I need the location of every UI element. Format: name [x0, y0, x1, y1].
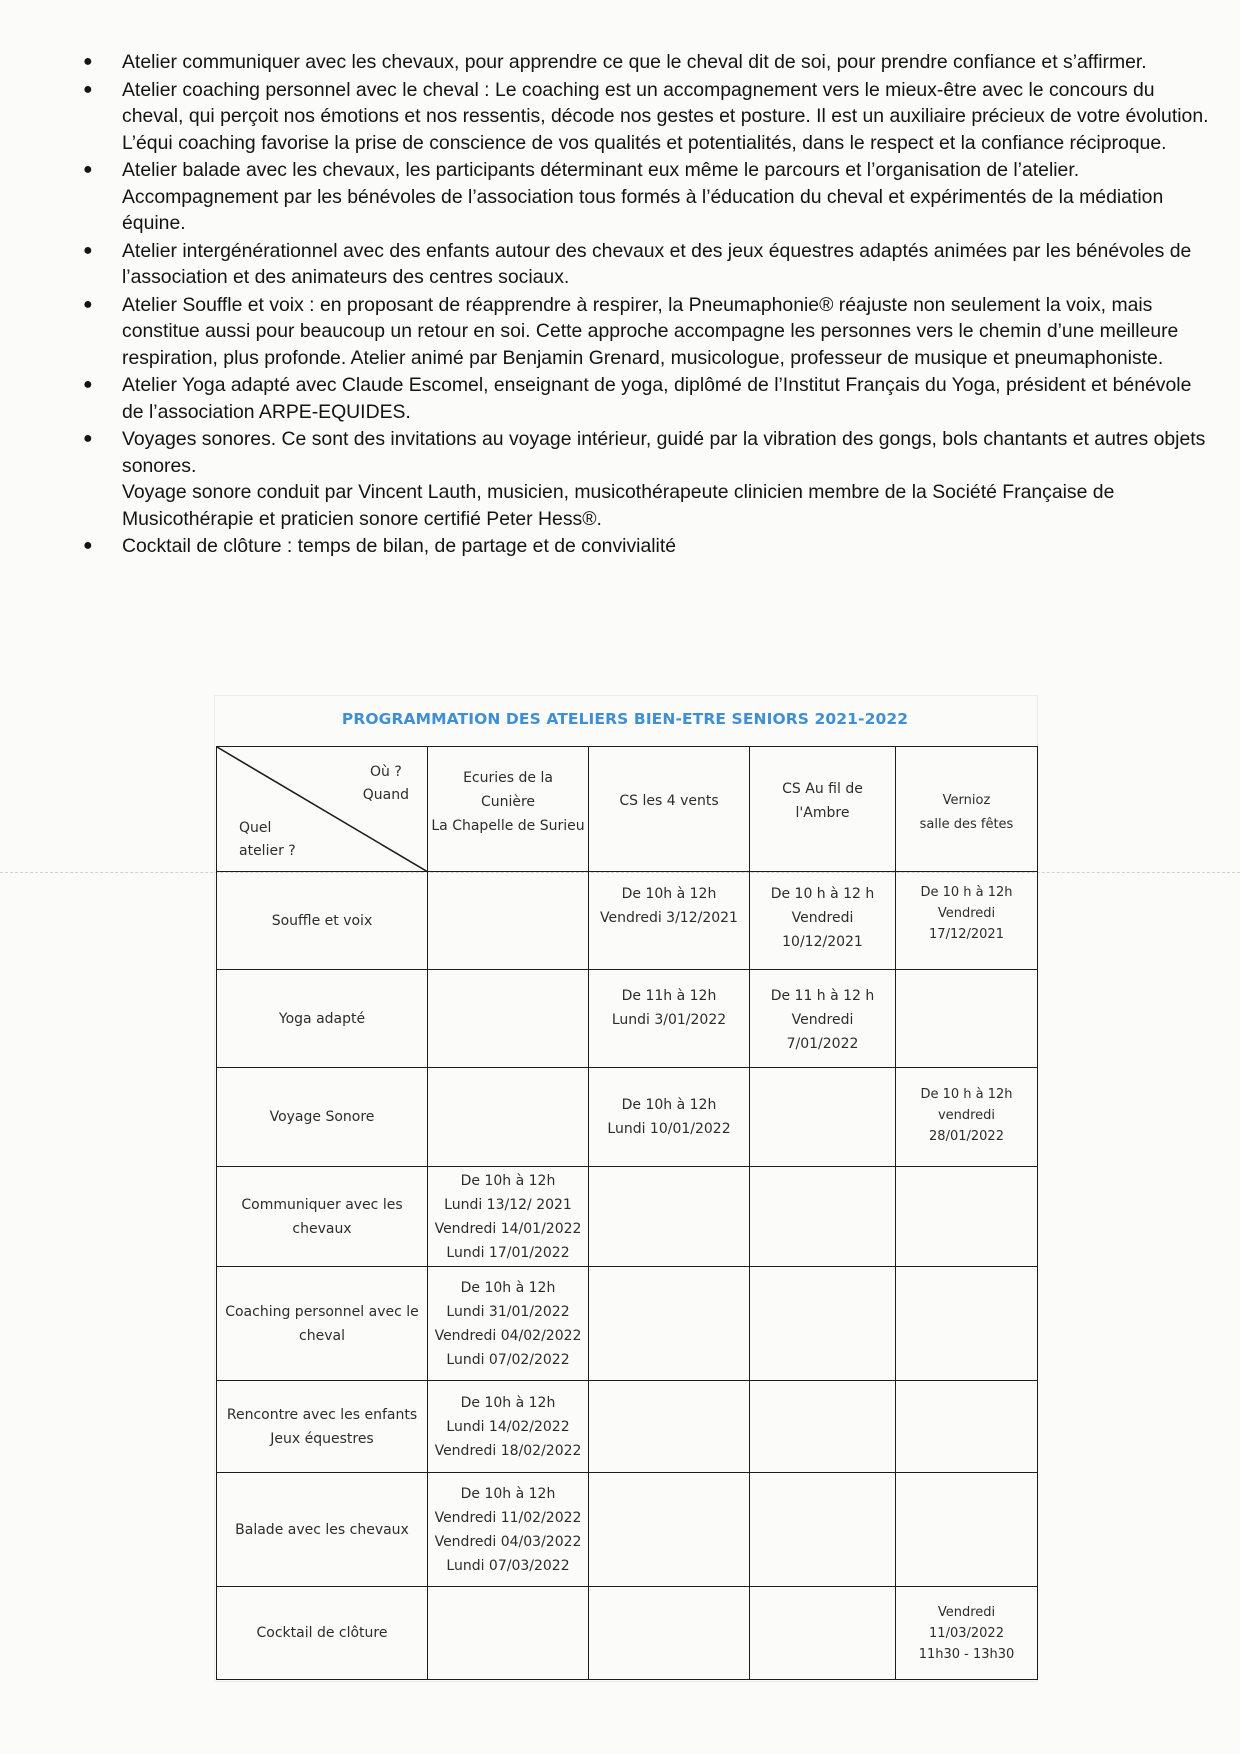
schedule-cell [896, 872, 1038, 970]
row-label [217, 1267, 428, 1381]
schedule-cell [896, 1167, 1038, 1267]
schedule-line: Vendredi 3/12/2021 [600, 910, 738, 926]
table-row [217, 1068, 1038, 1167]
row-label-line: Communiquer avec les [241, 1196, 403, 1213]
corner-which-line: atelier ? [239, 843, 296, 859]
row-label-line: Balade avec les chevaux [235, 1521, 409, 1538]
activity-list [80, 49, 1210, 561]
schedule-line: Lundi 3/01/2022 [611, 1012, 727, 1028]
column-header-line: Vernioz [942, 793, 991, 808]
column-header-line: salle des fêtes [919, 817, 1014, 832]
table-row [217, 1381, 1038, 1473]
schedule-cell [428, 1587, 589, 1680]
schedule-cell [428, 1473, 589, 1587]
row-label [217, 1381, 428, 1473]
activity-text: Atelier Souffle et voix : en proposant de réapprendre à respirer, la Pneumaphonie® réajuste non seulement la voix, mais constitue aussi pour beaucoup un retour en soi. Cette approche accompagne les personnes vers le chemin d’une meilleure respiration, plus profonde. Atelier animé par Benjamin Grenard, musicologue, professeur de musique et pneumaphoniste. [122, 293, 1179, 369]
activity-text: Atelier communiquer avec les chevaux, pour apprendre ce que le cheval dit de soi, pour prendre confiance et s’affirmer. [122, 51, 1147, 73]
schedule-line: 28/01/2022 [929, 1129, 1004, 1144]
bullet-icon: ● [83, 430, 93, 447]
schedule-line: Vendredi [937, 906, 996, 921]
schedule-cell [428, 1267, 589, 1381]
schedule-line: De 10h à 12h [460, 1279, 556, 1296]
table-row [217, 1473, 1038, 1587]
row-label [217, 1473, 428, 1587]
activity-text: Cocktail de clôture : temps de bilan, de partage et de convivialité [122, 535, 677, 557]
schedule-line: vendredi [937, 1108, 996, 1123]
schedule-line: Vendredi 18/02/2022 [434, 1442, 582, 1459]
activity-text: Atelier balade avec les chevaux, les participants déterminant eux même le parcours et l’organisation de l’atelier. Accompagnement par les bénévoles de l’association tous formés à l’éducation du cheval et expérimentés de la médiation équine. [122, 159, 1164, 234]
list-item [80, 426, 1210, 532]
bullet-icon: ● [83, 241, 93, 259]
activity-text: Atelier coaching personnel avec le cheval : Le coaching est un accompagnement vers le mieux-être avec le concours du cheval, qui perçoit nos émotions et nos ressentis, décode nos gestes et posture. Il est un auxiliaire précieux de votre évolution. L’équi coaching favorise la prise de conscience de vos qualités et potentialités, dans le respect et la confiance réciproque. [122, 78, 1209, 154]
table-header-row [217, 747, 1038, 872]
table-title: PROGRAMMATION DES ATELIERS BIEN-ETRE SENIORS 2021-2022 [341, 710, 909, 728]
schedule-line: 11h30 - 13h30 [918, 1646, 1015, 1662]
schedule-cell [589, 1068, 750, 1167]
corner-where-when [363, 761, 409, 807]
list-item [80, 157, 1210, 237]
schedule-cell [589, 1267, 750, 1381]
schedule-line: 10/12/2021 [782, 934, 863, 950]
row-label-line: Cocktail de clôture [256, 1625, 388, 1641]
schedule-cell [896, 970, 1038, 1068]
column-header [589, 747, 750, 872]
schedule-line: De 10h à 12h [460, 1394, 556, 1411]
schedule-line: Lundi 07/03/2022 [446, 1557, 570, 1574]
row-label-line: Coaching personnel avec le [225, 1303, 419, 1320]
list-item [80, 238, 1210, 291]
schedule-cell [750, 970, 896, 1068]
column-header-line: l'Ambre [795, 805, 850, 821]
schedule-cell [896, 1267, 1038, 1381]
list-item [80, 533, 1210, 560]
schedule-cell [750, 1068, 896, 1167]
table-row [217, 1267, 1038, 1381]
schedule-line: Vendredi [937, 1604, 996, 1620]
bullet-icon: ● [83, 537, 93, 554]
schedule-line: Lundi 17/01/2022 [446, 1244, 570, 1261]
table-row [217, 872, 1038, 970]
schedule-cell [750, 1167, 896, 1267]
schedule-cell [750, 1473, 896, 1587]
row-label [217, 970, 428, 1068]
schedule-line: De 10 h à 12h [920, 1087, 1013, 1102]
list-item [80, 372, 1210, 425]
schedule-line: Lundi 14/02/2022 [446, 1418, 570, 1435]
schedule-line: Vendredi 04/03/2022 [434, 1533, 582, 1550]
schedule-line: Lundi 31/01/2022 [446, 1303, 570, 1320]
corner-which-line: Quel [239, 820, 272, 836]
activity-text: Voyages sonores. Ce sont des invitations au voyage intérieur, guidé par la vibration des gongs, bols chantants et autres objets sonores. [122, 428, 1206, 477]
schedule-cell [750, 1381, 896, 1473]
column-header [896, 747, 1038, 872]
schedule-cell [428, 1068, 589, 1167]
row-label-line: Voyage Sonore [269, 1109, 375, 1125]
schedule-cell [589, 970, 750, 1068]
table-row [217, 1587, 1038, 1680]
column-header [428, 747, 589, 872]
schedule-cell [428, 872, 589, 970]
list-item [80, 49, 1210, 76]
schedule-line: 17/12/2021 [929, 927, 1004, 942]
schedule-line: De 10 h à 12h [920, 885, 1013, 900]
schedule-line: Vendredi [791, 910, 854, 926]
corner-header-cell [217, 747, 428, 872]
bullet-icon: ● [83, 53, 93, 70]
schedule-line: Vendredi 04/02/2022 [434, 1327, 582, 1344]
schedule-line: 7/01/2022 [786, 1036, 859, 1052]
schedule-cell [428, 1167, 589, 1267]
column-header-line: Cunière [480, 794, 536, 810]
row-label [217, 1167, 428, 1267]
schedule-line: De 11h à 12h [621, 988, 717, 1004]
corner-where: Où ? [369, 764, 402, 780]
row-label [217, 1587, 428, 1680]
bullet-icon: ● [83, 80, 93, 98]
row-label-line: Souffle et voix [271, 912, 373, 929]
schedule-line: Vendredi 11/02/2022 [434, 1509, 582, 1526]
schedule-line: De 10h à 12h [621, 1097, 717, 1113]
schedule-line: De 10h à 12h [460, 1485, 556, 1502]
schedule-line: 11/03/2022 [929, 1625, 1004, 1641]
row-label-line: Yoga adapté [278, 1010, 366, 1027]
row-label [217, 1068, 428, 1167]
schedule-cell [589, 872, 750, 970]
column-header-line: La Chapelle de Surieu [431, 818, 585, 834]
schedule-cell [750, 1267, 896, 1381]
column-header-line: CS Au fil de [782, 781, 863, 797]
schedule-cell [750, 1587, 896, 1680]
schedule-line: Lundi 07/02/2022 [446, 1351, 570, 1368]
schedule-cell [896, 1068, 1038, 1167]
activity-detail: Voyage sonore conduit par Vincent Lauth, musicien, musicothérapeute clinicien membre de la Société Française de Musicothérapie et praticien sonore certifié Peter Hess®. [122, 481, 1115, 530]
schedule-cell [750, 872, 896, 970]
column-header-line: Ecuries de la [463, 770, 553, 786]
schedule-cell [589, 1167, 750, 1267]
list-item [80, 77, 1210, 157]
schedule-table [216, 746, 1038, 1680]
schedule-line: Lundi 10/01/2022 [607, 1121, 731, 1137]
schedule-line: Lundi 13/12/ 2021 [444, 1196, 572, 1213]
column-header [750, 747, 896, 872]
schedule-cell [589, 1473, 750, 1587]
row-label [217, 872, 428, 970]
table-row [217, 1167, 1038, 1267]
schedule-line: De 10h à 12h [460, 1172, 556, 1189]
column-header-line: CS les 4 vents [619, 793, 719, 809]
table-row [217, 970, 1038, 1068]
bullet-icon: ● [83, 295, 93, 313]
row-label-line: Rencontre avec les enfants [226, 1406, 418, 1423]
schedule-cell [589, 1587, 750, 1680]
list-item [80, 292, 1210, 372]
schedule-cell [589, 1381, 750, 1473]
row-label-line: cheval [299, 1327, 345, 1344]
schedule-cell [896, 1381, 1038, 1473]
activity-text: Atelier Yoga adapté avec Claude Escomel, enseignant de yoga, diplômé de l’Institut Français du Yoga, président et bénévole de l’association ARPE-EQUIDES. [122, 374, 1192, 423]
schedule-line: De 10h à 12h [621, 886, 717, 902]
schedule-line: Vendredi [791, 1012, 854, 1028]
row-label-line: chevaux [292, 1220, 352, 1237]
schedule-cell [428, 970, 589, 1068]
schedule-cell [896, 1587, 1038, 1680]
bullet-icon: ● [83, 161, 93, 178]
activity-text: Atelier intergénérationnel avec des enfants autour des chevaux et des jeux équestres adaptés animées par les bénévoles de l’association et des animateurs des centres sociaux. [122, 239, 1192, 288]
schedule-line: De 11 h à 12 h [770, 988, 875, 1004]
corner-when: Quand [362, 787, 409, 803]
schedule-cell [428, 1381, 589, 1473]
bullet-icon: ● [83, 376, 93, 393]
row-label-line: Jeux équestres [270, 1430, 374, 1447]
schedule-line: De 10 h à 12 h [770, 886, 875, 902]
schedule-cell [896, 1473, 1038, 1587]
schedule-line: Vendredi 14/01/2022 [434, 1220, 582, 1237]
corner-which [239, 817, 296, 863]
